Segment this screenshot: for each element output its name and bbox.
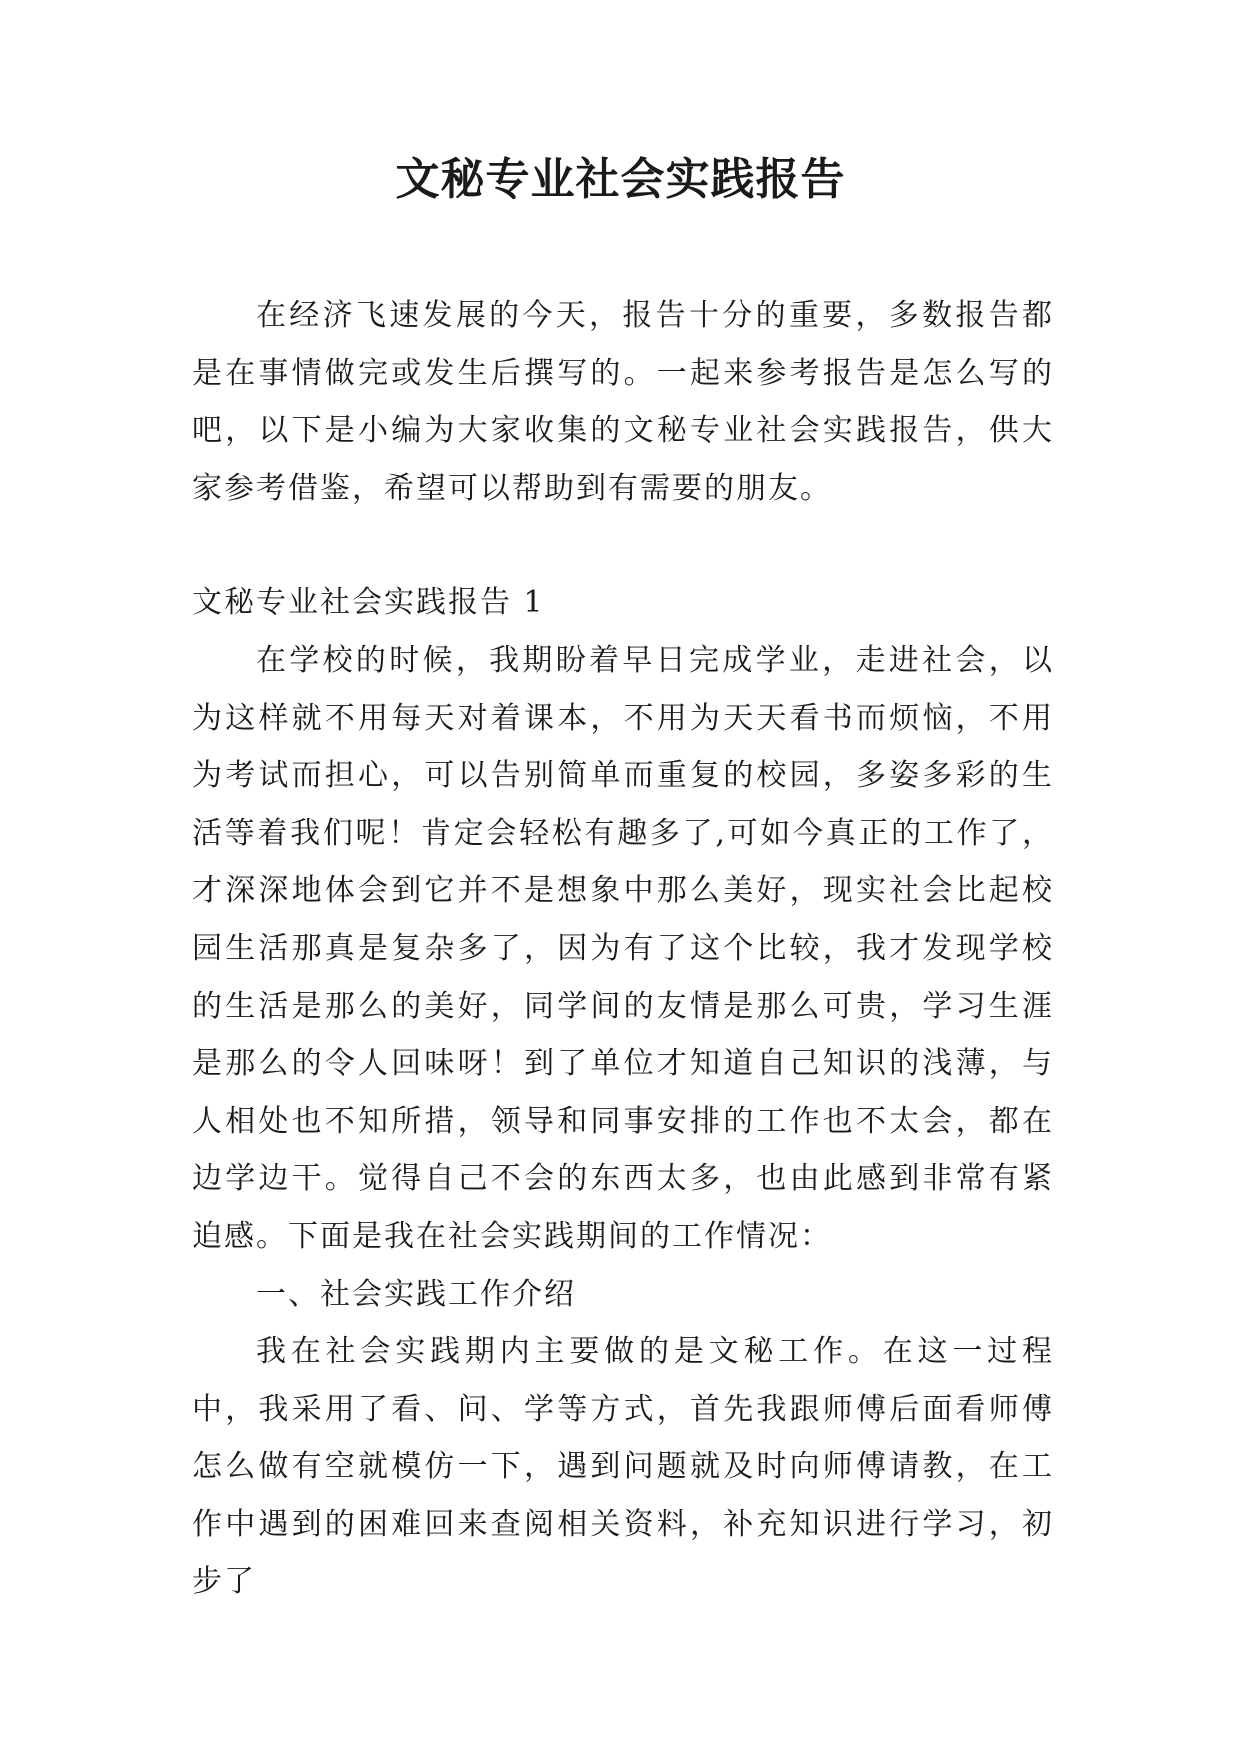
document-body: [192, 287, 1054, 1611]
body-paragraph: 在学校的时候，我期盼着早日完成学业，走进社会，以为这样就不用每天对着课本，不用为天天看书而烦恼，不用为考试而担心，可以告别简单而重复的校园，多姿多彩的生活等着我们呢！肯定会轻松有趣多了,可如今真正的工作了，才深深地体会到它并不是想象中那么美好，现实社会比起校园生活那真是复杂多了，因为有了这个比较，我才发现学校的生活是那么的美好，同学间的友情是那么可贵，学习生涯是那么的令人回味呀！到了单位才知道自己知识的浅薄，与人相处也不知所措，领导和同事安排的工作也不太会，都在边学边干。觉得自己不会的东西太多，也由此感到非常有紧迫感。下面是我在社会实践期间的工作情况：: [192, 642, 1054, 1254]
section-heading: 文秘专业社会实践报告 1: [192, 585, 545, 621]
document-title: 文秘专业社会实践报告: [395, 154, 846, 205]
subheading: 一、社会实践工作介绍: [256, 1276, 576, 1312]
body-paragraph: 我在社会实践期内主要做的是文秘工作。在这一过程中，我采用了看、问、学等方式，首先我跟师傅后面看师傅怎么做有空就模仿一下，遇到问题就及时向师傅请教，在工作中遇到的困难回来查阅相关资料，补充知识进行学习，初步了: [192, 1334, 1054, 1600]
intro-paragraph: 在经济飞速发展的今天，报告十分的重要，多数报告都是在事情做完或发生后撰写的。一起来参考报告是怎么写的吧，以下是小编为大家收集的文秘专业社会实践报告，供大家参考借鉴，希望可以帮助到有需要的朋友。: [192, 298, 1054, 506]
